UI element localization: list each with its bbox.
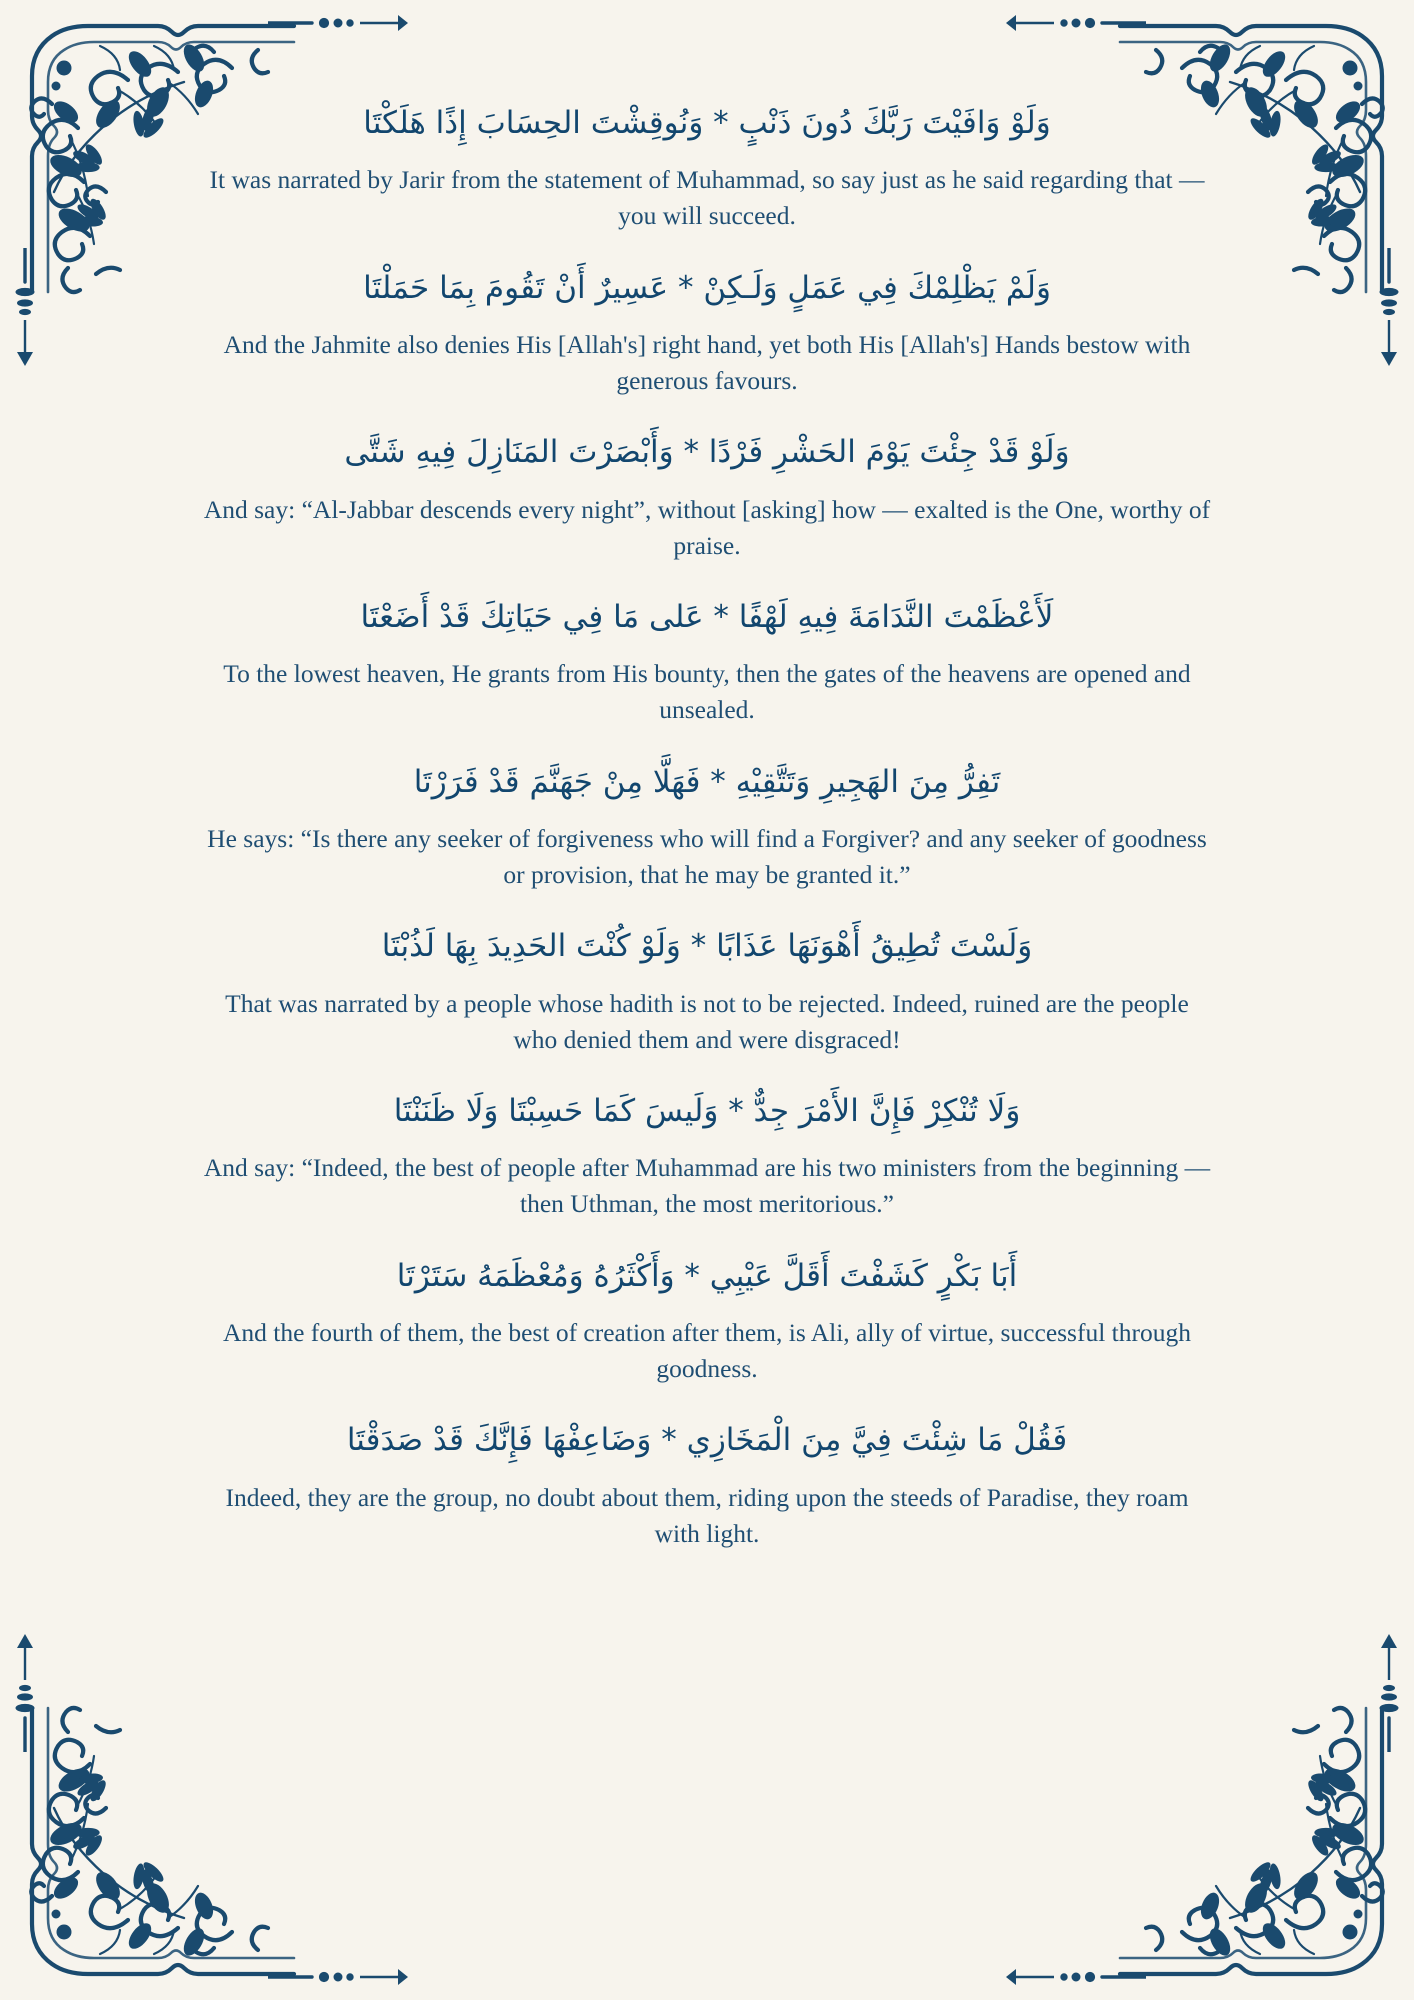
english-translation: And say: “Indeed, the best of people after Muhammad are his two ministers from the beginning — then Uthman, the most meritorious.” [203, 1153, 1211, 1219]
arabic-verse: وَلَوْ وَافَيْتَ رَبَّكَ دُونَ ذَنْبٍ * وَنُوقِشْتَ الحِسَابَ إِذًا هَلَكْتَا [363, 105, 1051, 141]
arabic-verse: وَلَا تُنْكِرْ فَإِنَّ الأَمْرَ جِدٌّ * وَلَيسَ كَمَا حَسِبْتَا وَلَا ظَنَنْتَا [393, 1092, 1021, 1129]
english-translation: Indeed, they are the group, no doubt about them, riding upon the steeds of Paradise, they roam with light. [225, 1482, 1189, 1548]
dotted-arrow-rule-top-right [1006, 10, 1146, 36]
english-translation: And the fourth of them, the best of creation after them, is Ali, ally of virtue, successful through goodness. [222, 1317, 1192, 1384]
couplet [130, 590, 1284, 729]
couplet [130, 96, 1284, 235]
couplet [130, 919, 1284, 1058]
english-translation: He says: “Is there any seeker of forgiveness who will find a Forgiver? and any seeker of goodness or provision, that he may be granted it.” [207, 823, 1207, 890]
arabic-verse: تَفِرُّ مِنَ الهَجِيرِ وَتَتَّقِيْهِ * فَهَلَّا مِنْ جَهَنَّمَ قَدْ فَرَرْتَا [413, 763, 1001, 800]
couplet [130, 425, 1284, 564]
dotted-arrow-rule-bottom-left [268, 1964, 408, 1990]
couplet [130, 1249, 1284, 1388]
couplet [130, 755, 1284, 894]
english-translation: And the Jahmite also denies His [Allah's] right hand, yet both His [Allah's] Hands bestow with generous favours. [223, 329, 1191, 396]
arabic-verse: أَبَا بَكْرٍ كَشَفْتَ أَقَلَّ عَيْبِي * وَأَكْثَرُهُ وَمُعْظَمَهُ سَتَرْتَا [396, 1257, 1018, 1294]
english-translation: It was narrated by Jarir from the statement of Muhammad, so say just as he said regarding that — you will succeed. [209, 165, 1205, 231]
couplet [130, 1413, 1284, 1552]
arabic-verse: وَلَمْ يَظْلِمْكَ فِي عَمَلٍ وَلَـكِنْ * عَسِيرٌ أَنْ تَقُومَ بِمَا حَمَلْتَا [363, 269, 1051, 306]
arabic-verse: لَأَعْظَمْتَ النَّدَامَةَ فِيهِ لَهْفًا * عَلى مَا فِي حَيَاتِكَ قَدْ أَضَعْتَا [360, 598, 1054, 635]
dotted-arrow-rule-top-left [268, 10, 408, 36]
arabic-verse: وَلَسْتَ تُطِيقُ أَهْوَنَهَا عَذَابًا * وَلَوْ كُنْتَ الحَدِيدَ بِهَا لَذُبْتَا [381, 928, 1033, 965]
dotted-arrow-rule-left-lower [12, 1632, 38, 1752]
dotted-arrow-rule-left-upper [12, 248, 38, 368]
english-translation: That was narrated by a people whose hadith is not to be rejected. Indeed, ruined are the people who denied them and were disgraced! [225, 988, 1189, 1054]
floral-corner-ornament-bottom-right [1116, 1704, 1406, 1994]
dotted-arrow-rule-right-upper [1376, 248, 1402, 368]
english-translation: And say: “Al-Jabbar descends every night”, without [asking] how — exalted is the One, worthy of praise. [203, 494, 1211, 560]
dotted-arrow-rule-bottom-right [1006, 1964, 1146, 1990]
arabic-verse: وَلَوْ قَدْ جِئْتَ يَوْمَ الحَشْرِ فَرْدًا * وَأَبْصَرْتَ المَنَازِلَ فِيهِ شَتَّى [344, 434, 1070, 471]
couplet [130, 261, 1284, 400]
arabic-verse: فَقُلْ مَا شِئْتَ فِيَّ مِنَ الْمَخَازِي * وَضَاعِفْهَا فَإِنَّكَ قَدْ صَدَقْتَا [346, 1422, 1068, 1459]
dotted-arrow-rule-right-lower [1376, 1632, 1402, 1752]
english-translation: To the lowest heaven, He grants from His bounty, then the gates of the heavens are opened and unsealed. [223, 659, 1191, 725]
floral-corner-ornament-bottom-left [8, 1704, 298, 1994]
couplet [130, 1084, 1284, 1223]
verse-content [130, 96, 1284, 1558]
